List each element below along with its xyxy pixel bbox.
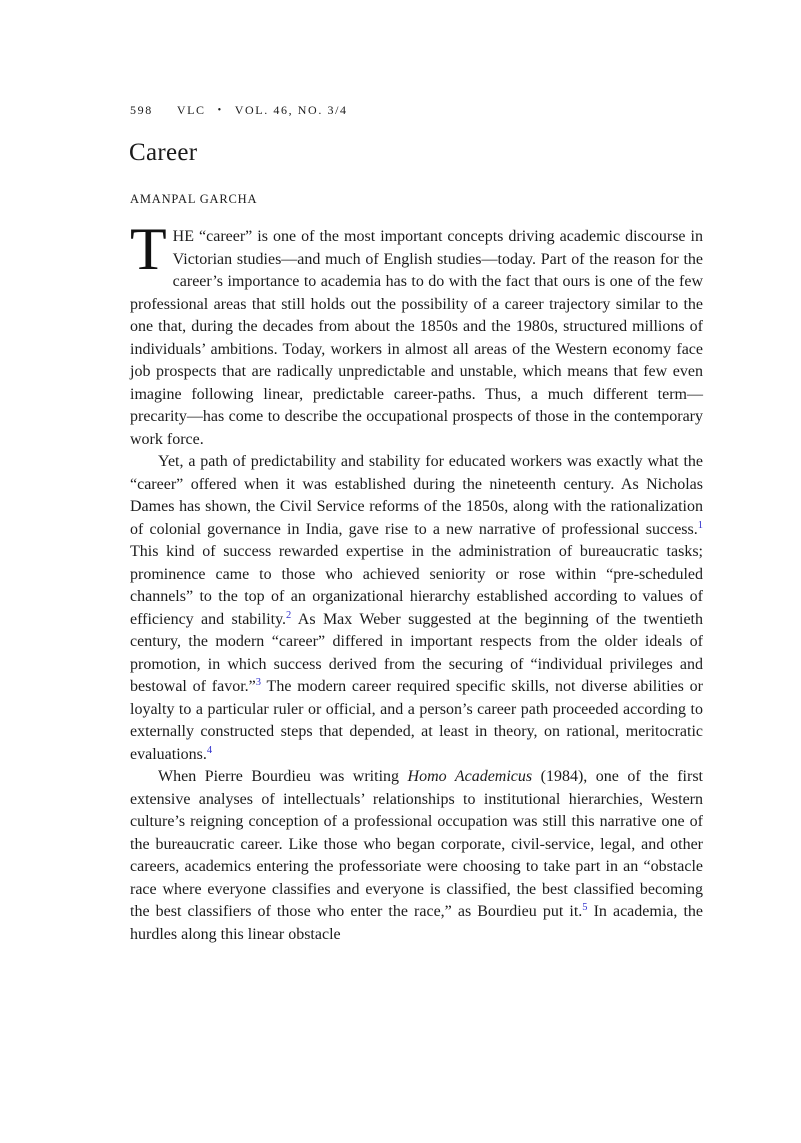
footnote-ref-2[interactable]: 2 (286, 609, 292, 621)
paragraph: When Pierre Bourdieu was writing Homo Academicus (1984), one of the first extensive analyses of intellectuals’ relationships to institutional hierarchies, Western culture’s reigning conception of a professional occupation was still this narrative one of the bureaucratic career. Like those who began corporate, civil-service, legal, and other careers, academics entering the professoriate were choosing to take part in an “obstacle race where everyone classifies and everyone is classified, the best classified becoming the best classifiers of those who enter the race,” as Bourdieu put it.$^5$ In academia, the hurdles along this linear obstacle (130, 768, 704, 943)
journal-abbreviation: VLC (176, 103, 206, 117)
footnote-ref-4[interactable]: 4 (206, 744, 213, 756)
bullet-separator-icon: • (217, 105, 223, 116)
volume-issue: VOL. 46, NO. 3/4 (234, 103, 348, 117)
footnote-ref-3[interactable]: 3 (255, 677, 262, 688)
drop-cap: T (130, 216, 167, 282)
article-body (130, 216, 704, 946)
running-header (130, 103, 348, 118)
article-author: AMANPAL GARCHA (130, 192, 258, 206)
book-title: Homo Academicus (407, 768, 533, 785)
paragraph: THE “career” is one of the most important concepts driving academic discourse in Victorian studies—and much of English studies—today. Part of the reason for the career’s importance to academia has to do with the fact that ours is one of the few professional areas that still holds out the possibility of a career trajectory similar to the one that, during the decades from about the 1850s and the 1980s, structured millions of individuals’ ambitions. Today, workers in almost all areas of the Western economy face job prospects that are radically unpredictable and unstable, which means that few even imagine following linear, predictable career-paths. Thus, a much different term—precarity—has come to describe the occupational prospects of those in the contemporary work force. (130, 216, 703, 448)
footnote-ref-5[interactable]: 5 (582, 902, 588, 913)
paragraph: Yet, a path of predictability and stability for educated workers was exactly what the “career” offered when it was established during the nineteenth century. As Nicholas Dames has shown, the Civil Service reforms of the 1850s, along with the rationalization of colonial governance in India, gave rise to a new narrative of professional success.$^1$ This kind of success rewarded expertise in the administration of bureaucratic tasks; prominence came to those who achieved seniority or rose within “pre-scheduled channels” to the top of an organizational hierarchy established according to values of efficiency and stability.$^2$ As Max Weber suggested at the beginning of the twentieth century, the modern “career” differed in important respects from the older ideals of promotion, in which success derived from the securing of “individual privileges and bestowal of favor.”$^3$ The modern career required specific skills, not diverse abilities or loyalty to a particular ruler or official, and a person’s career path proceeded according to externally constructed steps that depended, at least in theory, on rational, meritocratic evaluations.$^4$ (130, 453, 704, 763)
article-title: Career (129, 139, 198, 166)
footnote-ref-1[interactable]: 1 (697, 519, 703, 531)
page-number: 598 (130, 103, 153, 117)
